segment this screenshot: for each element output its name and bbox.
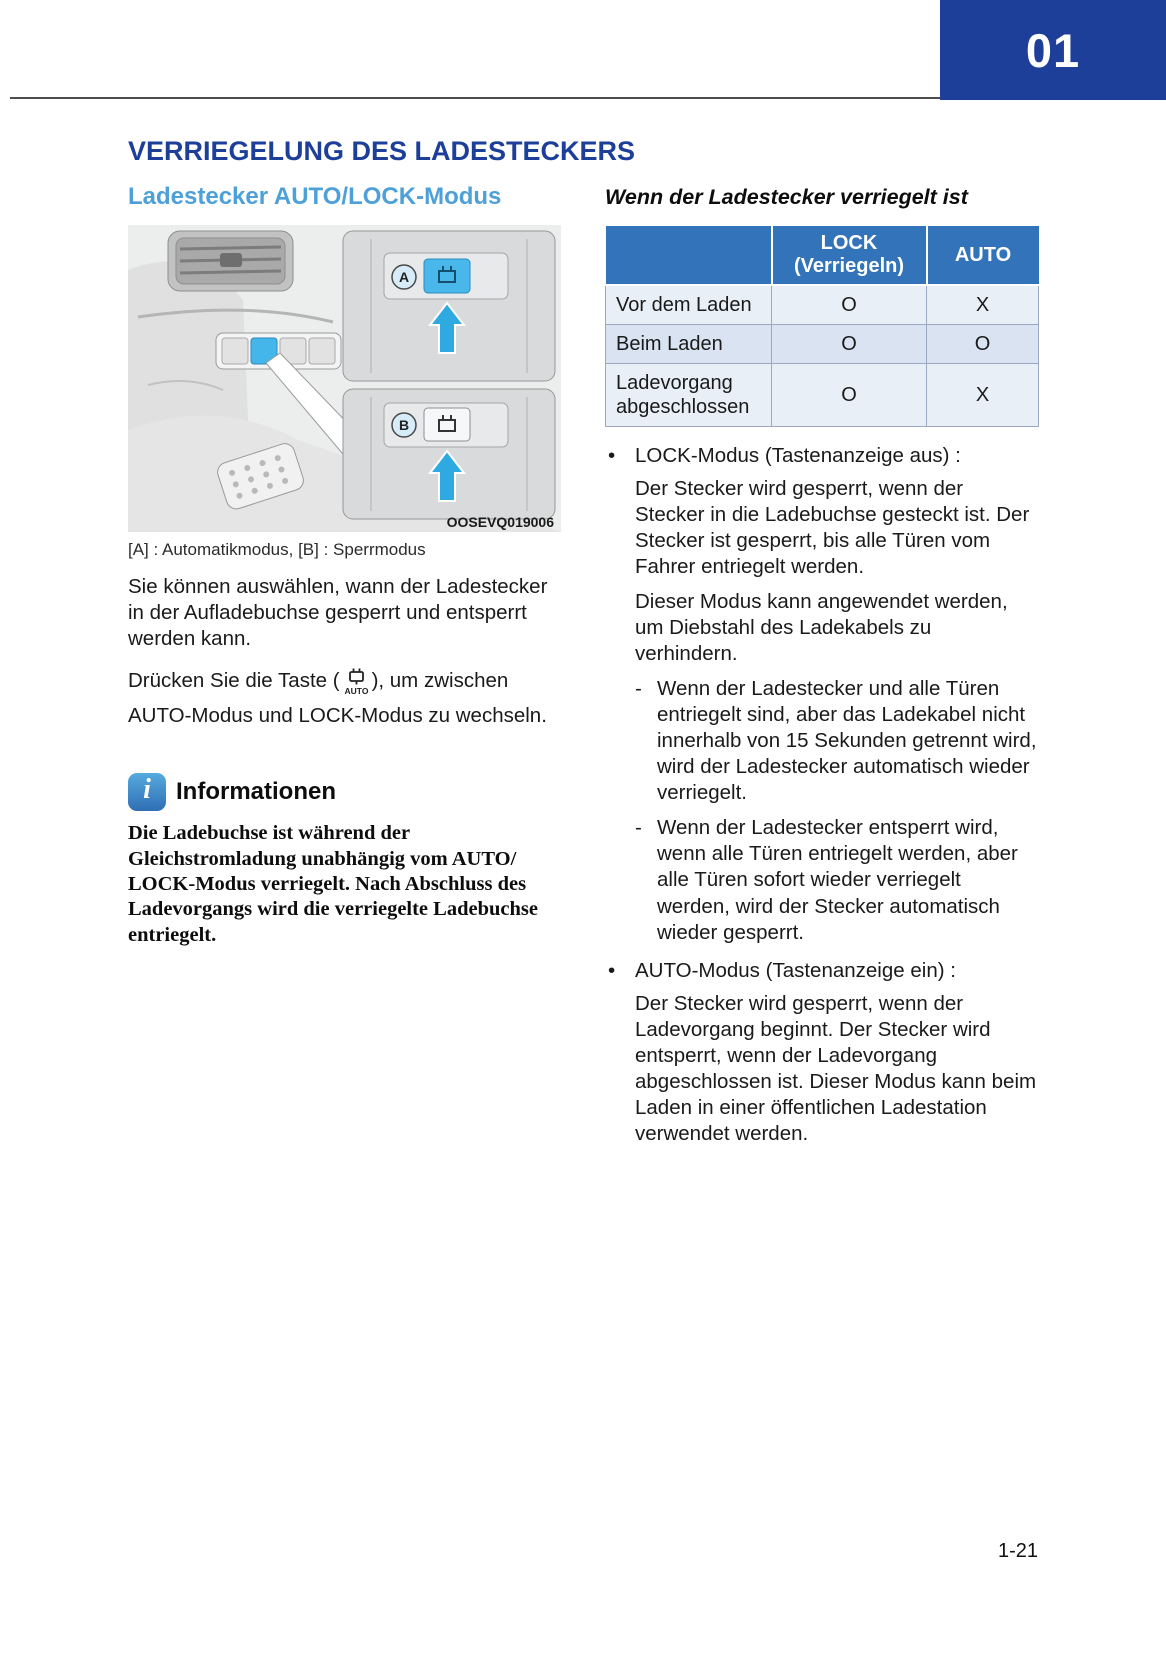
bullet-paragraph: Dieser Modus kann angewendet werden, um Diebstahl des Ladekabels zu verhindern. (635, 590, 1008, 666)
auto-lock-button-icon (341, 666, 371, 703)
info-icon (128, 773, 166, 811)
table-header-auto: AUTO (927, 225, 1039, 285)
auto-lock-button-icon-label: AUTO (344, 686, 369, 697)
left-column (128, 183, 561, 948)
info-icon-glyph: i (143, 774, 151, 806)
dash-item (635, 815, 1038, 945)
table-header-lock: LOCK (Verriegeln) (772, 225, 927, 285)
chapter-number: 01 (1025, 23, 1081, 77)
page-title: VERRIEGELUNG DES LADESTECKERS (128, 136, 636, 166)
row-label: Ladevorgang abgeschlossen (606, 364, 772, 427)
lock-mode-table (605, 224, 1039, 427)
mode-description-list (605, 443, 1038, 1147)
paragraph-text: ), um zwischen AUTO-Modus und LOCK-Modus zu wechseln. (128, 669, 547, 728)
table-header-blank (606, 225, 772, 285)
dash-icon (635, 815, 657, 945)
row-auto-value: O (927, 325, 1039, 364)
list-item-lock-mode (605, 443, 1038, 946)
row-lock-value: O (772, 285, 927, 325)
paragraph-select-mode: Sie können auswählen, wann der Ladestecker in der Aufladebuchse gesperrt und entsperrt werden kann. (128, 575, 548, 651)
page-number: 1-21 (997, 1540, 1038, 1562)
header-rule (10, 97, 940, 99)
section-subtitle: Ladestecker AUTO/LOCK-Modus (128, 183, 502, 210)
information-header (128, 773, 561, 811)
paragraph-press-button (128, 666, 561, 729)
two-column-layout (128, 183, 1038, 1159)
bullet-paragraph: Der Stecker wird gesperrt, wenn der Ladevorgang beginnt. Der Stecker wird entsperrt, wenn der Ladevorgang abgeschlossen ist. Dieser Modus kann beim Laden in einer öffentlichen Ladestation verwendet werden. (635, 991, 1037, 1145)
bullet-title-text: AUTO-Modus (Tastenanzeige ein) : (635, 958, 956, 982)
dash-icon (635, 676, 657, 806)
dash-text: Wenn der Ladestecker und alle Türen entriegelt sind, aber das Ladekabel nicht innerhalb von 15 Sekunden getrennt wird, wird der Ladestecker automatisch wieder verriegelt. (657, 677, 1037, 805)
bullet-paragraph: Der Stecker wird gesperrt, wenn der Stecker in die Ladebuchse gesteckt ist. Der Stecker ist gesperrt, bis alle Türen vom Fahrer entriegelt werden. (635, 477, 1030, 579)
bullet-title-text: LOCK-Modus (Tastenanzeige aus) : (635, 444, 961, 467)
chapter-number-box (940, 0, 1166, 100)
dashboard-illustration-svg (128, 225, 561, 532)
right-column (605, 183, 1038, 1159)
table-section-heading: Wenn der Ladestecker verriegelt ist (605, 185, 968, 209)
inset-lock-mode (343, 389, 555, 519)
inset-auto-mode (343, 231, 555, 381)
label-b: B (398, 417, 410, 433)
row-lock-value: O (772, 325, 927, 364)
page-content (128, 136, 1038, 1159)
paragraph-text: Drücken Sie die Taste ( (128, 669, 340, 693)
row-label: Vor dem Laden (606, 285, 772, 325)
info-text: Die Ladebuchse ist während der Gleichstromladung unabhängig vom AUTO/ LOCK-Modus verriegelt. Nach Abschluss des Ladevorgangs wird die verriegelte Ladebuchse entriegelt. (128, 822, 538, 946)
row-auto-value: X (927, 364, 1039, 427)
dash-item (635, 676, 1038, 806)
dashboard-illustration (128, 225, 561, 532)
list-item-auto-mode (605, 958, 1038, 1147)
row-label: Beim Laden (606, 325, 772, 364)
table-row (606, 364, 1039, 427)
figure-caption: [A] : Automatikmodus, [B] : Sperrmodus (128, 540, 426, 559)
table-header-row (606, 225, 1039, 285)
row-auto-value: X (927, 285, 1039, 325)
air-vent-icon (168, 231, 293, 291)
table-row (606, 285, 1039, 325)
image-code: OOSEVQ019006 (446, 514, 554, 530)
row-lock-value: O (772, 364, 927, 427)
table-row (606, 325, 1039, 364)
dash-text: Wenn der Ladestecker entsperrt wird, wenn alle Türen entriegelt werden, aber alle Türen sofort wieder verriegelt werden, wird der Stecker automatisch wieder gesperrt. (657, 816, 1018, 944)
label-a: A (398, 269, 410, 285)
bullet-icon (605, 443, 635, 469)
info-heading: Informationen (176, 778, 336, 806)
bullet-icon (605, 958, 635, 984)
